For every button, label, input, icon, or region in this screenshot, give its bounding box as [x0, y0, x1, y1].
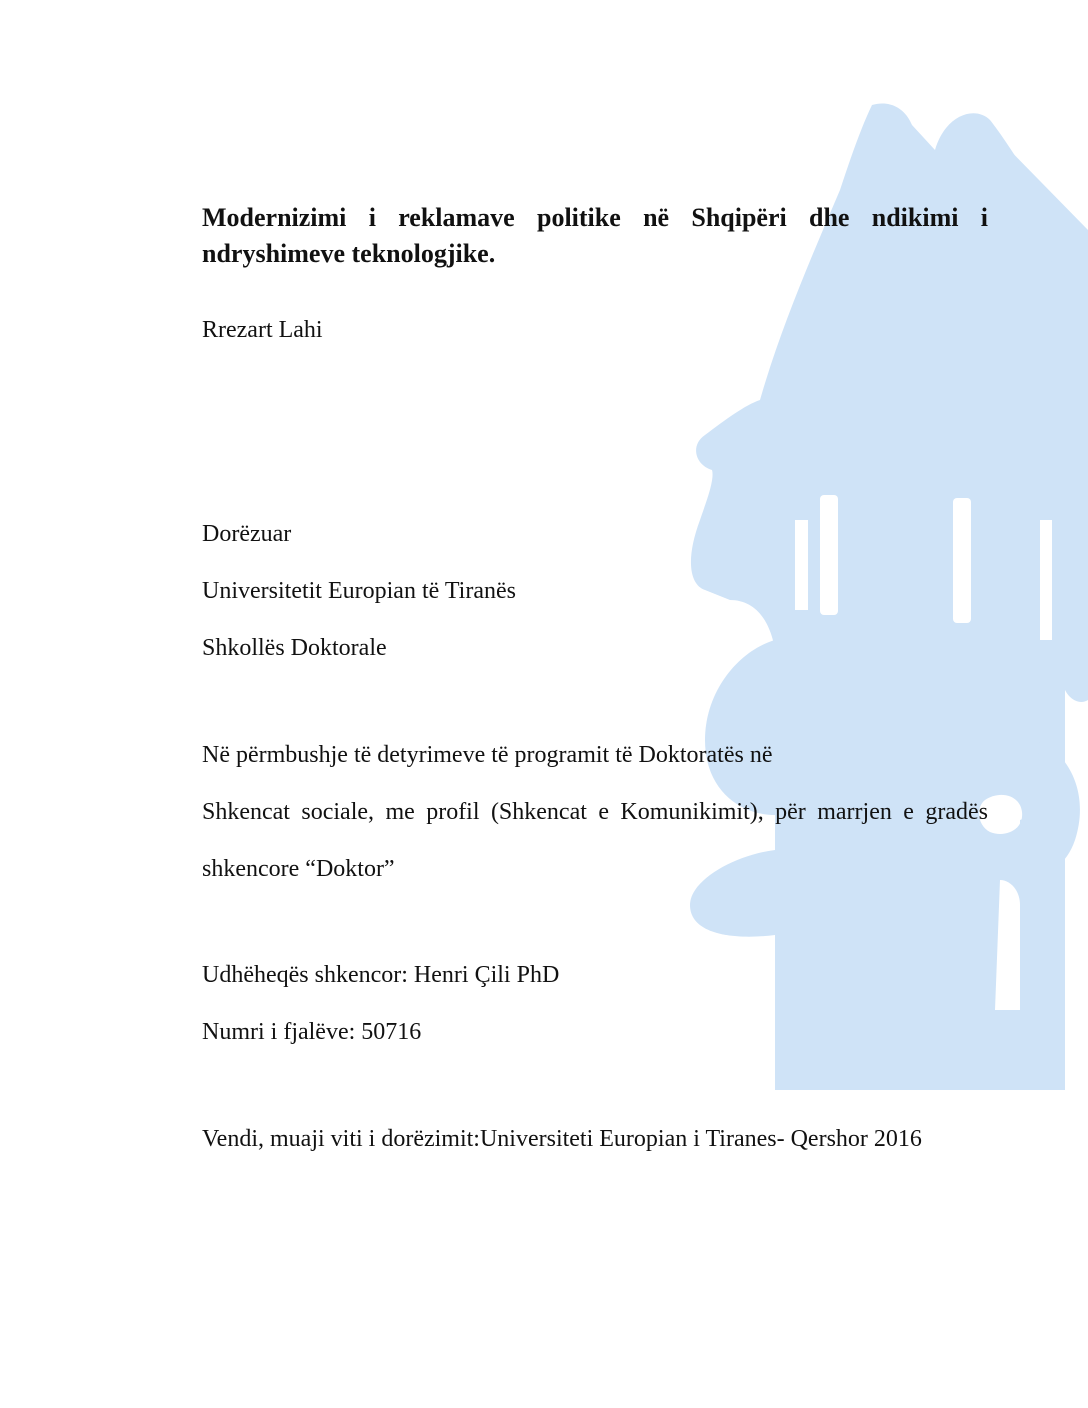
thesis-title: Modernizimi i reklamave politike në Shqipëri dhe ndikimi i ndryshimeve teknologjike.	[202, 203, 988, 268]
fulfillment-line-3: shkencore “Doktor”	[202, 856, 395, 882]
submitted-label: Dorëzuar	[202, 521, 292, 547]
school-name: Shkollës Doktorale	[202, 635, 387, 661]
supervisor-line: Udhëheqës shkencor: Henri Çili PhD	[202, 962, 560, 988]
fulfillment-line-1: Në përmbushje të detyrimeve të programit të Doktoratës në	[202, 742, 773, 768]
place-date-line: Vendi, muaji viti i dorëzimit:Universiteti Europian i Tiranes- Qershor 2016	[202, 1126, 922, 1152]
university-name: Universitetit Europian të Tiranës	[202, 578, 516, 604]
author-name: Rrezart Lahi	[202, 317, 323, 343]
fulfillment-line-2: Shkencat sociale, me profil (Shkencat e Komunikimit), për marrjen e gradës	[202, 799, 988, 825]
word-count-line: Numri i fjalëve: 50716	[202, 1019, 422, 1045]
